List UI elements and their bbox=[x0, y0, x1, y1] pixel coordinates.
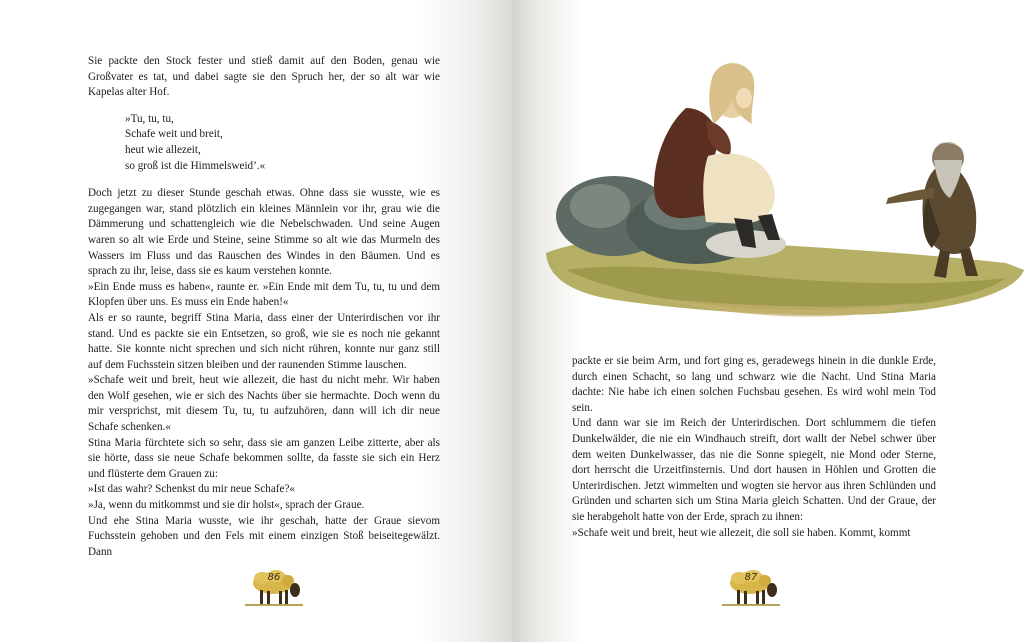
verse-line: »Tu, tu, tu, bbox=[125, 112, 174, 125]
page-number-right bbox=[720, 566, 782, 610]
paragraph: Und ehe Stina Maria wusste, wie ihr geschah, hatte der Graue sievom Fuchsstein gehoben und den Fels mit einem einzigen Stoß beiseitegewälzt. Dann bbox=[88, 514, 440, 558]
paragraph: Als er so raunte, begriff Stina Maria, dass einer der Unterirdischen vor ihr stand. Und es packte sie ein Entsetzen, so groß, wie sie es noch nie gekannt hatte. Sie konnte nicht sprechen und sich nicht rühren, konnte nur ganz still auf dem Fuchsstein sitzen bleiben und der raunenden Stimme lauschen. bbox=[88, 311, 440, 371]
paragraph: »Ist das wahr? Schenkst du mir neue Schafe?« bbox=[88, 483, 295, 496]
paragraph: »Ja, wenn du mitkommst und sie dir holst«, sprach der Graue. bbox=[88, 499, 365, 512]
verse-block bbox=[125, 112, 440, 174]
paragraph: »Ein Ende muss es haben«, raunte er. »Ein Ende mit dem Tu, tu, tu und dem Klopfen über uns. Es muss ein Ende haben!« bbox=[88, 280, 440, 309]
paragraph: Stina Maria fürchtete sich so sehr, dass sie am ganzen Leibe zitterte, aber als sie hörte, dass sie neue Schafe bekommen sollte, da fasste sie sich ein Herz und flüsterte dem Grauen zu: bbox=[88, 436, 440, 480]
verse-line: Schafe weit und breit, bbox=[125, 128, 223, 141]
page-number: 86 bbox=[267, 572, 281, 583]
paragraph: Doch jetzt zu dieser Stunde geschah etwas. Ohne dass sie wusste, wie es zugegangen war, stand plötzlich ein kleines Männlein vor ihr, grau wie die Dämmerung und schattengleich wie die Nebelschwaden. Und seine Augen waren so alt wie Erde und Steine, seine Stimme so alt wie das Murmeln des Wassers im Fluss und das Rauschen des Windes in den Bäumen. Und es sprach zu ihr, leise, dass sie es kaum verstehen konnte. bbox=[88, 187, 440, 278]
girl-and-troll-illustration bbox=[536, 48, 1024, 330]
page-number-left bbox=[243, 566, 305, 610]
page-number: 87 bbox=[744, 572, 758, 583]
paragraph: Sie packte den Stock fester und stieß damit auf den Boden, genau wie Großvater es tat, und dabei sagte sie den Spruch her, der so alt war wie Kapelas alter Hof. bbox=[88, 55, 440, 99]
verse-line: heut wie allezeit, bbox=[125, 143, 201, 156]
verse-line: so groß ist die Himmelsweid’.« bbox=[125, 159, 266, 172]
paragraph: packte er sie beim Arm, und fort ging es, geradewegs hinein in die dunkle Erde, durch einen Schacht, so lang und schwarz wie die Nacht. Und Stina Maria dachte: Nie habe ich einen solchen Fuchsbau gesehen. Es wird wohl mein Tod sein. bbox=[572, 355, 936, 414]
paragraph: Und dann war sie im Reich der Unterirdischen. Dort schlummern die tiefen Dunkelwälder, die nie ein Windhauch streift, dort wallt der Nebel schwer über dem weiten Dunkelwasser, das nie die Sonne spiegelt, nie Mond oder Sterne, dort herrscht die Urzeitfinsternis. Und dort hausen in Höhlen und Grotten die Unterirdischen. Jetzt wimmelten und wogten sie hervor aus ihren Schlünden und Gründen und scharten sich um Stina Maria gleich Schatten. Und der Graue, der sie herabgeholt hatte von der Erde, sprach zu ihnen: bbox=[572, 417, 936, 523]
paragraph: »Schafe weit und breit, heut wie allezeit, die hast du nicht mehr. Wir haben den Wolf gesehen, wie er sich des Nachts über sie hermachte. Doch wenn du mir versprichst, mit diesem Tu, tu, tu aufzuhören, dann will ich dir neue Schafe schenken.« bbox=[88, 374, 440, 434]
left-page-text bbox=[88, 54, 440, 560]
paragraph: »Schafe weit und breit, heut wie allezeit, die soll sie haben. Kommt, kommt bbox=[572, 526, 911, 539]
right-page-text bbox=[572, 354, 936, 541]
